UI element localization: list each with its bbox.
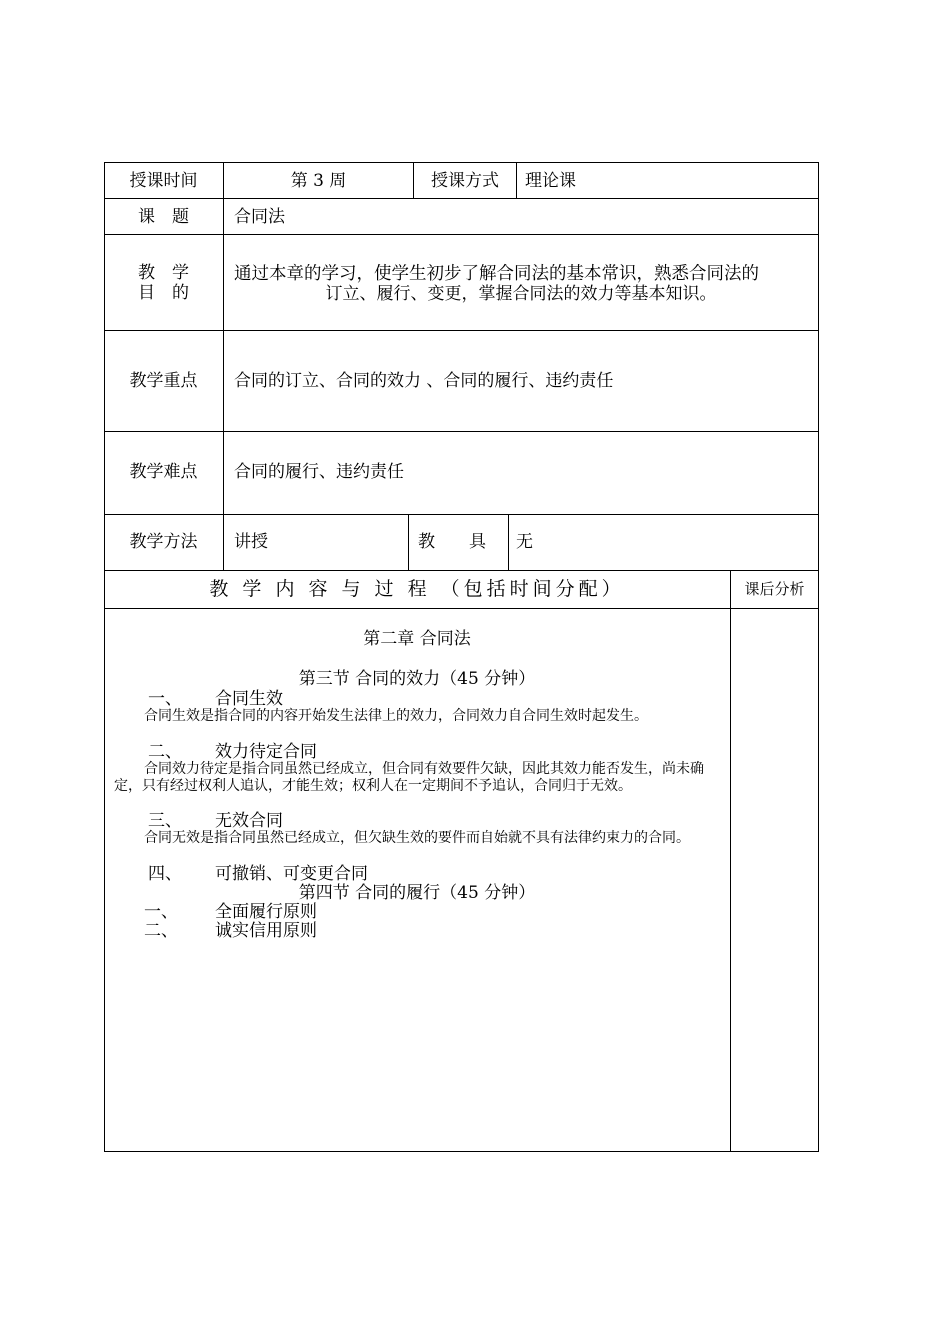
row-divider: [104, 198, 819, 199]
item-1-text: 合同生效是指合同的内容开始发生法律上的效力，合同效力自合同生效时起发生。: [144, 708, 648, 724]
item-1-title: 合同生效: [215, 689, 283, 709]
method-label: 授课方式: [431, 171, 499, 191]
goal-label-line-1: 教 学: [138, 263, 189, 283]
method-value: 理论课: [525, 171, 576, 191]
tools-value: 无: [516, 532, 533, 552]
goal-value-line-1: 通过本章的学习，使学生初步了解合同法的基本常识，熟悉合同法的: [234, 264, 759, 284]
item-1-number: 一、: [148, 689, 182, 709]
row-divider: [104, 514, 819, 515]
section-4-title: 第四节 合同的履行（45 分钟）: [298, 883, 536, 903]
table-border-top: [104, 162, 819, 163]
goal-value-line-2: 订立、履行、变更，掌握合同法的效力等基本知识。: [325, 284, 717, 304]
teaching-method-value: 讲授: [234, 532, 268, 552]
row-divider: [104, 234, 819, 235]
row-divider: [104, 608, 819, 609]
difficult-points-label: 教学难点: [129, 462, 198, 482]
principle-1-title: 全面履行原则: [215, 902, 317, 922]
item-3-text: 合同无效是指合同虽然已经成立，但欠缺生效的要件而自始就不具有法律约束力的合同。: [144, 830, 690, 846]
principle-1-number: 一、: [144, 902, 178, 922]
row-divider: [104, 330, 819, 331]
time-label: 授课时间: [129, 171, 198, 191]
row-divider: [104, 570, 819, 571]
difficult-points-value: 合同的履行、违约责任: [234, 462, 404, 482]
item-4-title: 可撤销、可变更合同: [215, 864, 368, 884]
table-border-bottom: [104, 1151, 819, 1152]
principle-2-number: 二、: [144, 921, 178, 941]
chapter-title: 第二章 合同法: [363, 629, 471, 649]
table-border-right: [818, 162, 819, 1152]
tools-label: 教 具: [418, 532, 486, 552]
teaching-method-label: 教学方法: [129, 532, 198, 552]
topic-label: 课 题: [138, 207, 189, 227]
item-4-number: 四、: [148, 864, 182, 884]
col-divider: [516, 162, 517, 198]
content-header-title: 教 学 内 容 与 过 程 （包括时间分配）: [209, 578, 625, 600]
topic-value: 合同法: [234, 207, 285, 227]
principle-2-title: 诚实信用原则: [215, 921, 317, 941]
week-value: 第 3 周: [290, 171, 347, 191]
goal-label-line-2: 目 的: [138, 283, 189, 303]
key-points-label: 教学重点: [129, 371, 198, 391]
item-2-text: 合同效力待定是指合同虽然已经成立，但合同有效要件欠缺，因此其效力能否发生，尚未确定，只有经过权利人追认，才能生效；权利人在一定期间不予追认，合同归于无效。: [114, 761, 704, 794]
analysis-column-divider: [730, 570, 731, 1152]
item-2-number: 二、: [148, 742, 182, 762]
label-column-divider: [223, 162, 224, 570]
analysis-label: 课后分析: [744, 580, 805, 598]
row-divider: [104, 431, 819, 432]
item-3-number: 三、: [148, 811, 182, 831]
table-border-left: [104, 162, 105, 1152]
item-2-title: 效力待定合同: [215, 742, 317, 762]
key-points-value: 合同的订立、合同的效力 、合同的履行、违约责任: [234, 371, 614, 391]
col-divider: [508, 514, 509, 570]
item-3-title: 无效合同: [215, 811, 283, 831]
col-divider: [408, 514, 409, 570]
section-3-title: 第三节 合同的效力（45 分钟）: [298, 669, 536, 689]
